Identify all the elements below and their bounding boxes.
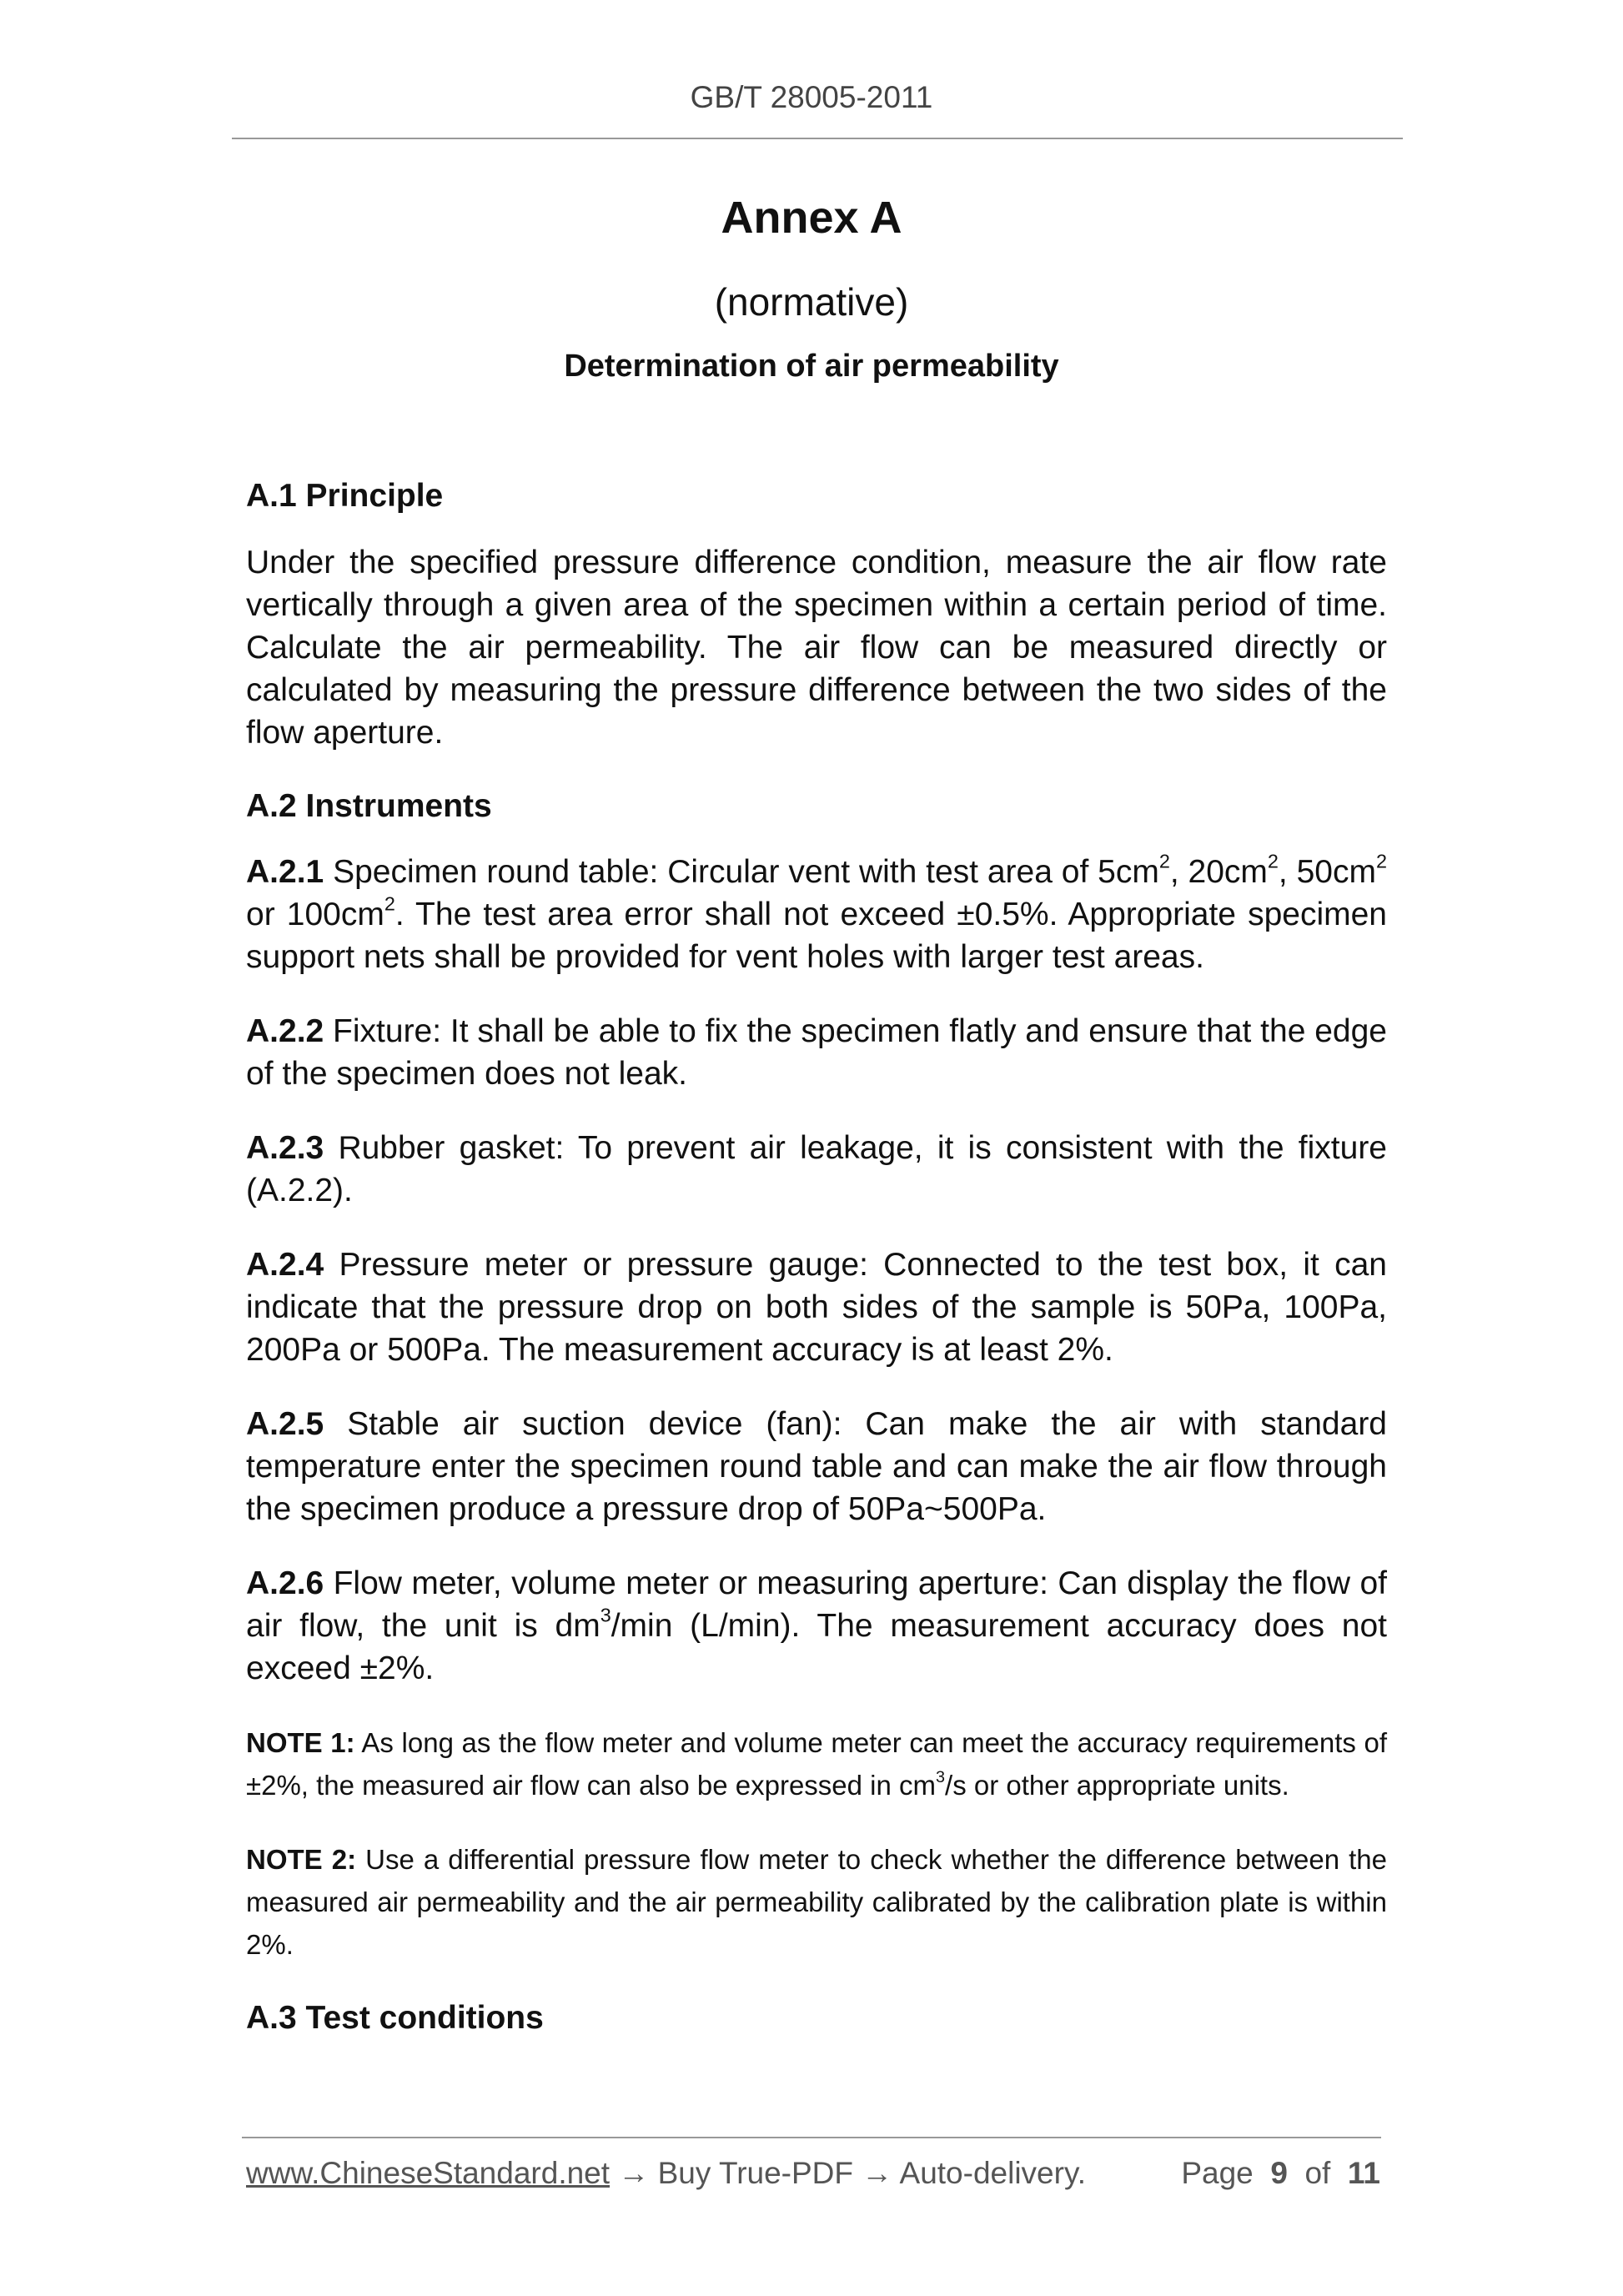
clause-text: , 20cm <box>1169 854 1268 891</box>
clause-a25 <box>246 1403 1387 1530</box>
page-number: 9 <box>1270 2156 1288 2190</box>
superscript: 2 <box>1375 850 1387 872</box>
page-label: Page <box>1181 2156 1254 2190</box>
page-footer <box>246 2156 1380 2191</box>
clause-number: A.2.4 <box>246 1247 324 1284</box>
note-2 <box>246 1838 1387 1966</box>
superscript: 2 <box>1158 850 1170 872</box>
clause-number: A.2.1 <box>246 854 324 891</box>
clause-a26 <box>246 1562 1387 1690</box>
clause-a23 <box>246 1127 1387 1212</box>
superscript: 2 <box>384 892 395 915</box>
clause-text: Pressure meter or pressure gauge: Connected to the test box, it can indicate that the pressure drop on both sides of the sample is 50Pa, 100Pa, 200Pa or 500Pa. The measurement accuracy is at least 2%. <box>246 1247 1387 1369</box>
clause-text: Rubber gasket: To prevent air leakage, it is consistent with the fixture (A.2.2). <box>246 1130 1387 1209</box>
section-a2-heading: A.2 Instruments <box>246 787 492 824</box>
superscript: 3 <box>936 1768 946 1787</box>
clause-text: . The test area error shall not exceed ±0.5%. Appropriate specimen support nets shall be provided for vent holes with larger test areas. <box>246 897 1387 976</box>
clause-a24 <box>246 1243 1387 1371</box>
note-label: NOTE 2: <box>246 1844 357 1876</box>
page-indicator <box>1181 2156 1380 2191</box>
document-body <box>246 475 1387 2063</box>
annex-type: (normative) <box>714 280 909 324</box>
clause-number: A.2.6 <box>246 1565 324 1602</box>
footer-divider <box>242 2137 1381 2138</box>
clause-a21 <box>246 851 1387 978</box>
clause-text: or 100cm <box>246 897 384 933</box>
section-a1-text: Under the specified pressure difference condition, measure the air flow rate vertically through a given area of the specimen within a certain period of time. Calculate the air permeability. The air flow can be measured directly or calculated by measuring the pressure difference between the two sides of the flow aperture. <box>246 544 1387 751</box>
page-total: 11 <box>1347 2156 1380 2190</box>
note-text: /s or other appropriate units. <box>945 1770 1289 1801</box>
clause-text: /min (L/min). The measurement accuracy does not exceed ±2%. <box>246 1608 1387 1687</box>
clause-text: Stable air suction device (fan): Can make the air with standard temperature enter the specimen round table and can make the air flow through the specimen produce a pressure drop of 50Pa~500Pa. <box>246 1406 1387 1528</box>
note-1 <box>246 1721 1387 1806</box>
of-label: of <box>1304 2156 1331 2190</box>
note-text: As long as the flow meter and volume meter can meet the accuracy requirements of ±2%, the measured air flow can also be expressed in cm <box>246 1727 1387 1801</box>
clause-number: A.2.2 <box>246 1013 324 1050</box>
promo-text: → Buy True-PDF → Auto-delivery. <box>610 2156 1086 2190</box>
clause-number: A.2.5 <box>246 1406 324 1443</box>
clause-number: A.2.3 <box>246 1130 324 1167</box>
clause-text: Fixture: It shall be able to fix the specimen flatly and ensure that the edge of the specimen does not leak. <box>246 1013 1387 1093</box>
superscript: 3 <box>600 1604 611 1626</box>
clause-a22 <box>246 1010 1387 1095</box>
clause-text: Specimen round table: Circular vent with test area of 5cm <box>324 854 1159 891</box>
clause-text: Flow meter, volume meter or measuring aperture: Can display the flow of air flow, the unit is dm <box>246 1565 1387 1645</box>
section-a1-heading: A.1 Principle <box>246 478 444 514</box>
note-text: Use a differential pressure flow meter to check whether the difference between the measured air permeability and the air permeability calibrated by the calibration plate is within 2%. <box>246 1844 1387 1961</box>
site-link[interactable]: www.ChineseStandard.net <box>246 2156 611 2190</box>
annex-name: Determination of air permeability <box>564 349 1059 384</box>
annex-title: Annex A <box>721 193 902 243</box>
superscript: 2 <box>1267 850 1279 872</box>
footer-promo <box>246 2156 1086 2191</box>
section-a3-heading: A.3 Test conditions <box>246 2000 544 2037</box>
note-label: NOTE 1: <box>246 1727 355 1759</box>
header-divider <box>232 138 1403 139</box>
doc-header: GB/T 28005-2011 <box>690 80 933 114</box>
clause-text: , 50cm <box>1278 854 1376 891</box>
